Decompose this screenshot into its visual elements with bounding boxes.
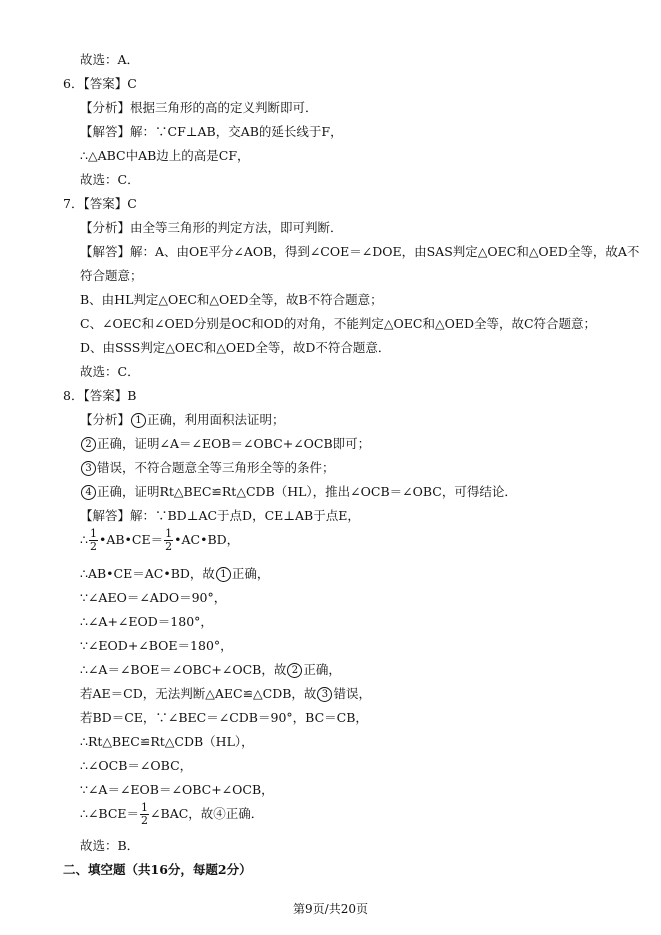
text-line: C、∠OEC和∠OED分别是OC和OD的对角，不能判定△OEC和△OED全等，故C符合题意； (80, 316, 597, 331)
text-line: ∵∠EOD+∠BOE＝180°， (80, 638, 233, 653)
page-footer: 第9页/共20页 (293, 902, 368, 916)
equation-end: •AC•BD， (174, 532, 240, 547)
therefore-symbol: ∴ (80, 532, 88, 547)
text-line: 【分析】 1 正确，利用面积法证明； (80, 412, 285, 427)
text-line: 【解答】解：∵CF⊥AB，交AB的延长线于F， (80, 124, 343, 139)
text-line: 7．【答案】C (63, 196, 137, 211)
text-line: 故选：C． (80, 364, 140, 379)
text-line: 故选：A． (80, 52, 140, 67)
text-line: ∴AB•CE＝AC•BD，故 1 正确， (80, 566, 270, 581)
circled-number: 2 (81, 437, 96, 452)
text-line: 二、填空题（共16分，每题2分） (63, 862, 252, 877)
circled-number: 4 (81, 485, 96, 500)
area-equation (80, 528, 239, 553)
text-line: 故选：C． (80, 172, 140, 187)
text-line: 【分析】由全等三角形的判定方法，即可判断． (80, 220, 343, 235)
fraction-half: $\frac{1}{2}$ (165, 527, 173, 553)
equation-start: ∴∠BCE＝ (80, 806, 140, 821)
text-line: 6．【答案】C (63, 76, 137, 91)
fraction-half: $\frac{1}{2}$ (141, 801, 149, 827)
equation-end: ∠BAC，故④正确． (150, 806, 264, 821)
text-line: 【解答】解：A、由OE平分∠AOB，得到∠COE＝∠DOE，由SAS判定△OEC和△OED全等，故A不 (80, 244, 640, 259)
circled-number: 3 (317, 687, 332, 702)
text-line: ∴△ABC中AB边上的高是CF， (80, 148, 250, 163)
text-line: 若BD＝CE，∵∠BEC＝∠CDB＝90°，BC＝CB， (80, 710, 368, 725)
text-line: 3 错误，不符合题意全等三角形全等的条件； (80, 460, 335, 476)
circled-number: 3 (81, 461, 96, 476)
fraction-half: $\frac{1}{2}$ (89, 527, 97, 553)
text-line: 8．【答案】B (63, 388, 137, 403)
equation-middle: •AB•CE＝ (98, 532, 164, 547)
text-line: ∴∠A+∠EOD＝180°， (80, 614, 213, 629)
text-line: ∵∠AEO＝∠ADO＝90°， (80, 590, 227, 605)
text-line: 若AE＝CD，无法判断△AEC≌△CDB，故 3 错误， (80, 686, 371, 701)
circled-number: 1 (131, 413, 146, 428)
circled-number: 2 (287, 663, 302, 678)
circled-number: 1 (216, 567, 231, 582)
text-line: ∵∠A＝∠EOB＝∠OBC+∠OCB， (80, 782, 274, 797)
text-line: 【分析】根据三角形的高的定义判断即可． (80, 100, 318, 115)
text-line: B、由HL判定△OEC和△OED全等，故B不符合题意； (80, 292, 383, 307)
text-line: ∴∠OCB＝∠OBC， (80, 758, 193, 773)
text-line: 故选：B． (80, 838, 140, 853)
text-line: 符合题意； (80, 268, 143, 283)
text-line: ∴Rt△BEC≌Rt△CDB（HL）， (80, 734, 254, 749)
text-line: 【解答】解：∵BD⊥AC于点D，CE⊥AB于点E， (80, 508, 360, 523)
text-line: 4 正确，证明Rt△BEC≌Rt△CDB（HL），推出∠OCB＝∠OBC，可得结论． (80, 484, 517, 500)
text-line: 2 正确，证明∠A＝∠EOB＝∠OBC+∠OCB即可； (80, 436, 370, 452)
text-line: D、由SSS判定△OEC和△OED全等，故D不符合题意． (80, 340, 391, 355)
angle-equation (80, 802, 263, 827)
text-line: ∴∠A＝∠BOE＝∠OBC+∠OCB，故 2 正确， (80, 662, 341, 677)
